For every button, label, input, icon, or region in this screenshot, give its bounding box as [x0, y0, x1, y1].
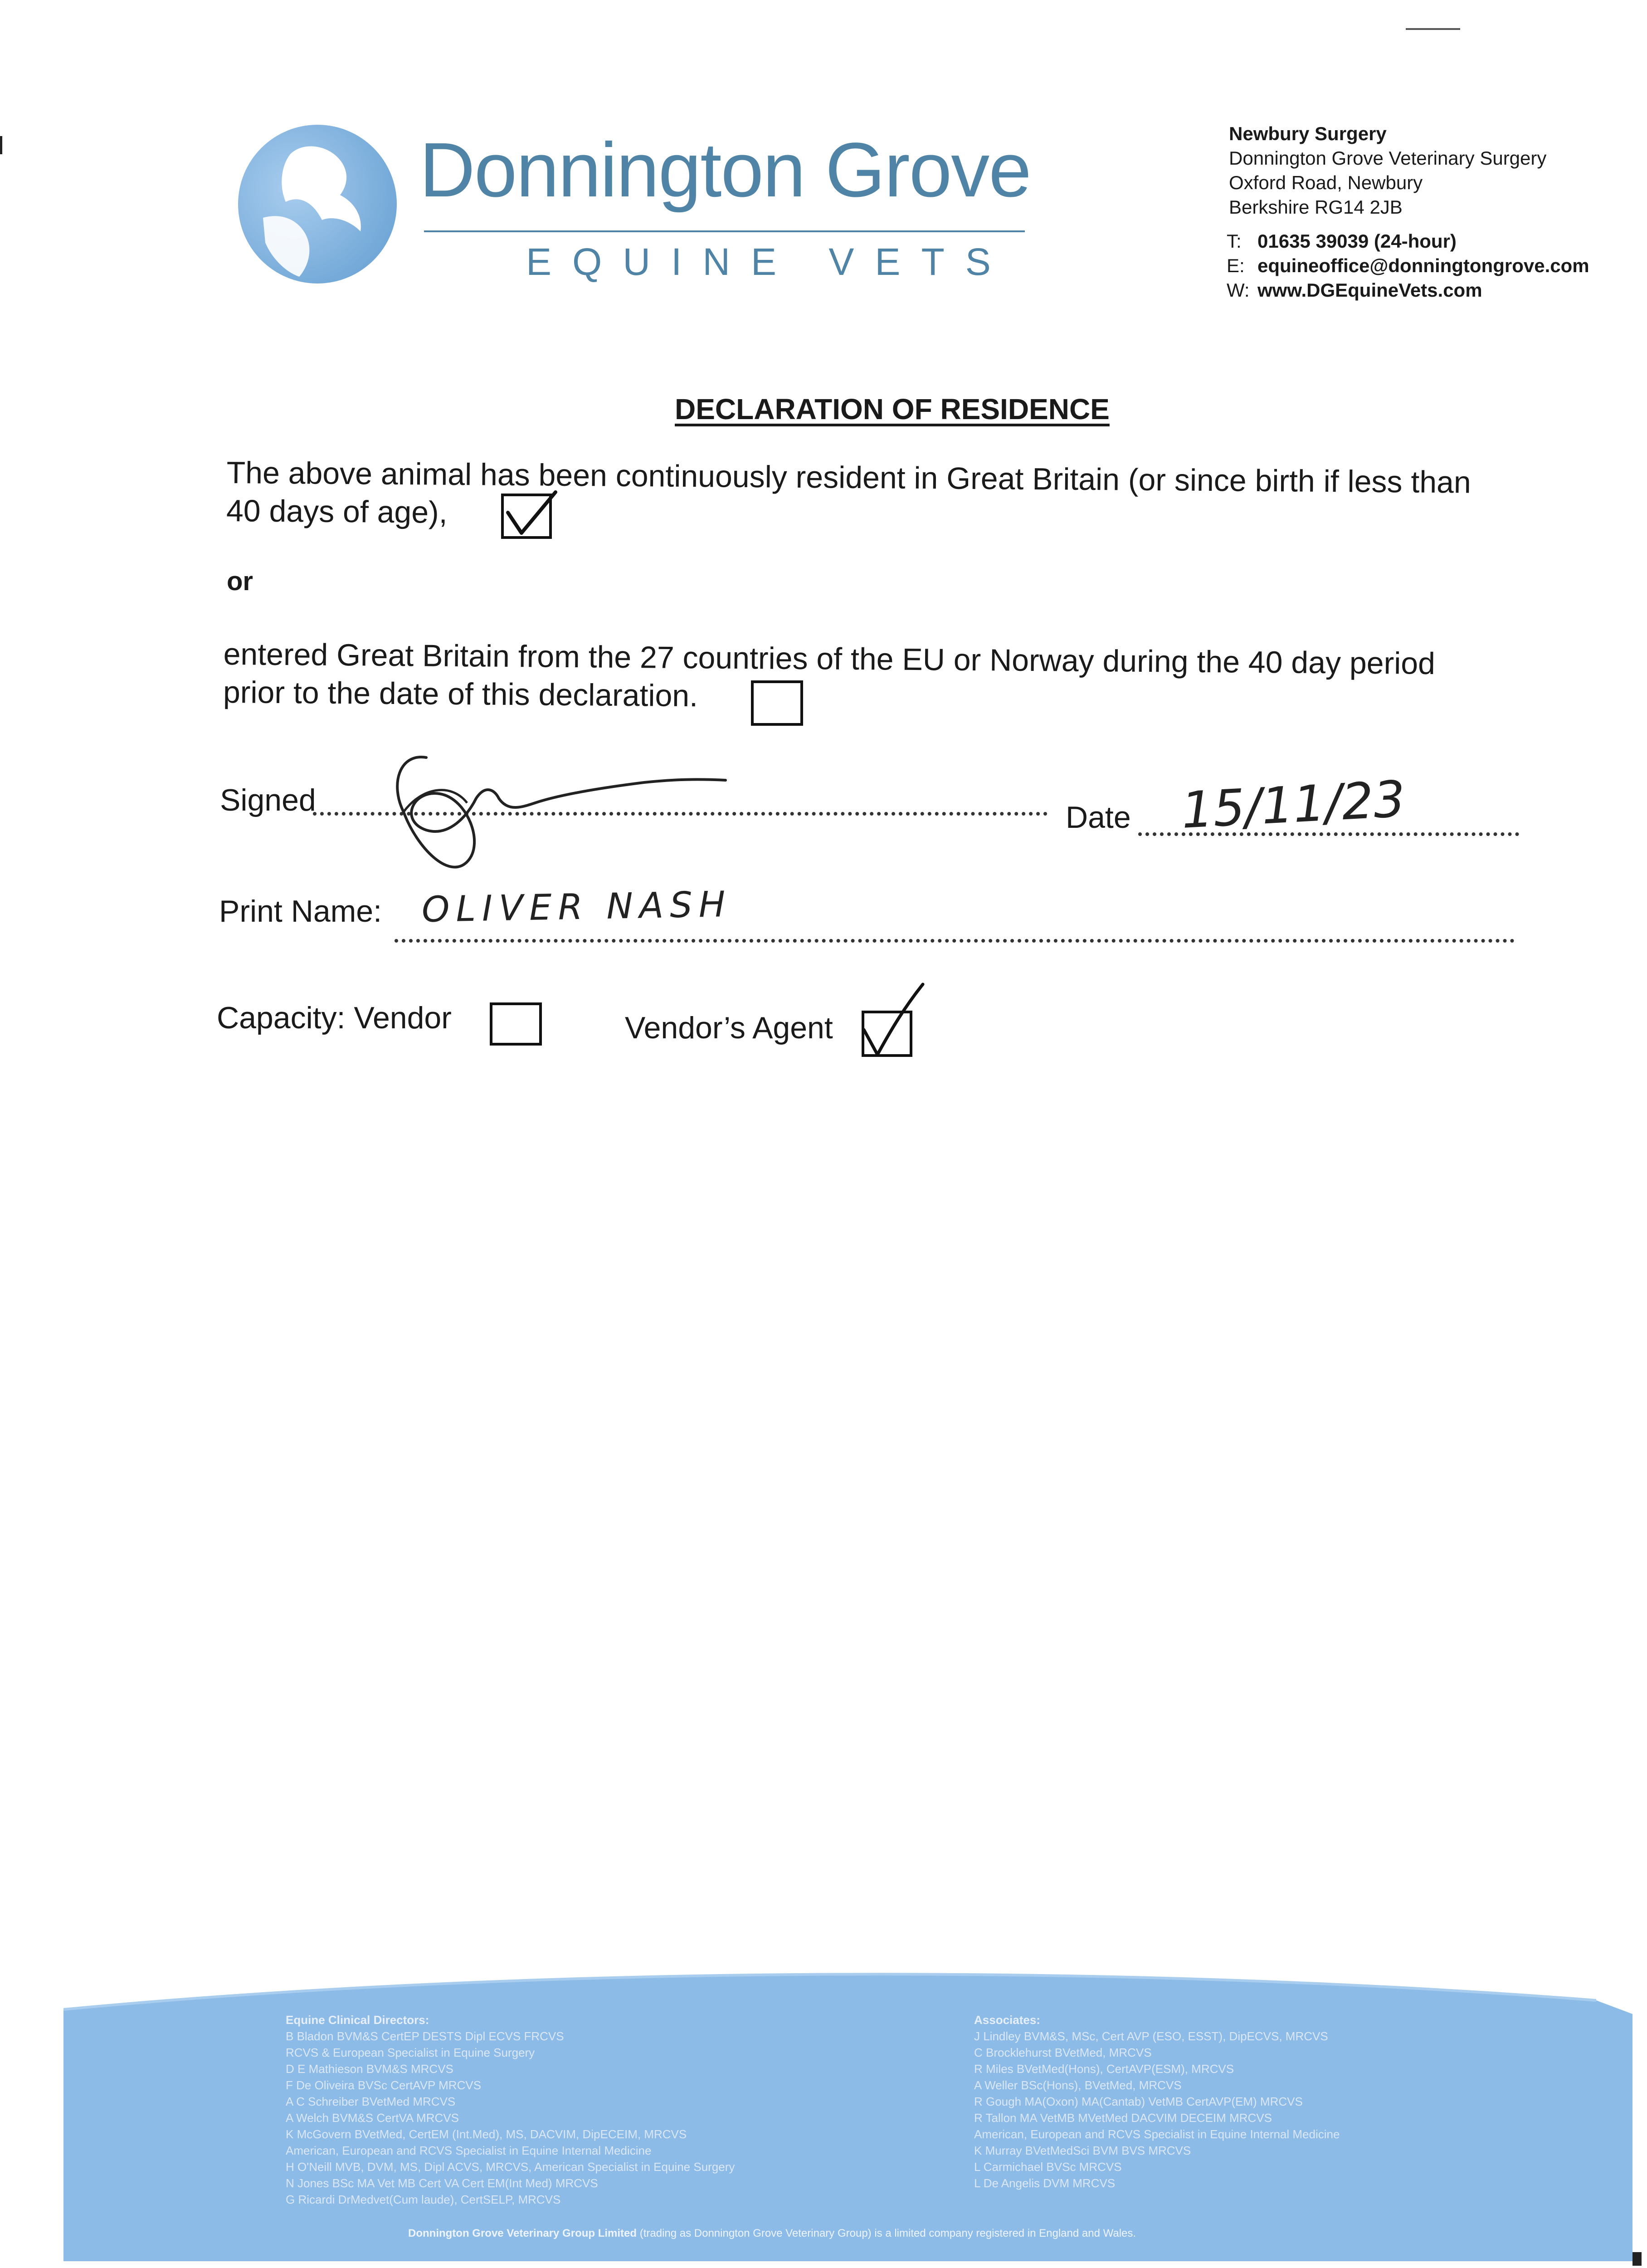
director-line: H O'Neill MVB, DVM, MS, Dipl ACVS, MRCVS, American Specialist in Equine Surgery — [286, 2160, 735, 2174]
director-line: B Bladon BVM&S CertEP DESTS Dipl ECVS FRCVS — [286, 2029, 564, 2043]
print-name-value: OLIVER NASH — [421, 884, 732, 930]
associate-line: L Carmichael BVSc MRCVS — [974, 2160, 1122, 2174]
surgery-name: Newbury Surgery — [1229, 123, 1387, 144]
director-line: N Jones BSc MA Vet MB Cert VA Cert EM(Int Med) MRCVS — [286, 2176, 598, 2190]
print-name-label: Print Name: — [219, 894, 382, 929]
associate-line: R Miles BVetMed(Hons), CertAVP(ESM), MRCVS — [974, 2062, 1234, 2076]
associate-line: American, European and RCVS Specialist in Equine Internal Medicine — [974, 2127, 1340, 2141]
option-1-line-2: 40 days of age), — [226, 493, 448, 530]
option-2-line-2: prior to the date of this declaration. — [223, 675, 698, 714]
brand-divider — [424, 230, 1025, 232]
associate-line: A Weller BSc(Hons), BVetMed, MRCVS — [974, 2078, 1182, 2092]
associate-line: J Lindley BVM&S, MSc, Cert AVP (ESO, ESST), DipECVS, MRCVS — [974, 2029, 1328, 2043]
director-line: RCVS & European Specialist in Equine Surgery — [286, 2046, 535, 2059]
clinical-directors — [286, 2012, 735, 2208]
vendors-agent-label: Vendor’s Agent — [625, 1011, 833, 1045]
option-2-checkbox[interactable] — [751, 680, 803, 726]
director-line: American, European and RCVS Specialist in Equine Internal Medicine — [286, 2144, 652, 2157]
email-label: E: — [1227, 255, 1245, 276]
website: www.DGEquineVets.com — [1257, 279, 1482, 301]
form-title: DECLARATION OF RESIDENCE — [675, 393, 1110, 425]
address-line-1: Donnington Grove Veterinary Surgery — [1229, 147, 1547, 169]
director-line: A Welch BVM&S CertVA MRCVS — [286, 2111, 459, 2125]
or-separator: or — [227, 567, 253, 596]
phone-label: T: — [1227, 230, 1242, 252]
associate-line: L De Angelis DVM MRCVS — [974, 2176, 1116, 2190]
option-1-tick-mark — [501, 488, 560, 540]
associate-line: R Gough MA(Oxon) MA(Cantab) VetMB CertAVP(EM) MRCVS — [974, 2095, 1303, 2108]
option-1-line-1: The above animal has been continuously resident in Great Britain (or since birth if less than — [226, 455, 1472, 500]
director-line: A C Schreiber BVetMed MRCVS — [286, 2095, 456, 2108]
associate-line: C Brocklehurst BVetMed, MRCVS — [974, 2046, 1152, 2059]
director-line: D E Mathieson BVM&S MRCVS — [286, 2062, 453, 2076]
contact-details — [1227, 229, 1589, 303]
address-line-3: Berkshire RG14 2JB — [1229, 196, 1403, 218]
surgery-address — [1229, 122, 1546, 220]
signed-label: Signed — [220, 783, 316, 817]
print-name-line — [395, 939, 1515, 943]
director-line: K McGovern BVetMed, CertEM (Int.Med), MS, DACVIM, DipECEIM, MRCVS — [286, 2127, 687, 2141]
associate-line: K Murray BVetMedSci BVM BVS MRCVS — [974, 2144, 1191, 2157]
phone-number: 01635 39039 (24-hour) — [1257, 230, 1457, 252]
director-line: G Ricardi DrMedvet(Cum laude), CertSELP, MRCVS — [286, 2193, 561, 2206]
web-label: W: — [1227, 279, 1250, 301]
associates — [974, 2012, 1340, 2191]
vendors-agent-tick-mark — [859, 980, 927, 1061]
capacity-vendor-label: Capacity: Vendor — [217, 1001, 452, 1035]
option-1-text — [226, 454, 1471, 540]
option-2-text — [223, 635, 1436, 721]
scan-artifact — [1632, 2252, 1642, 2266]
associates-heading: Associates: — [974, 2013, 1040, 2027]
date-value: 15/11/23 — [1179, 770, 1407, 840]
address-line-2: Oxford Road, Newbury — [1229, 172, 1423, 193]
company-registration — [408, 2227, 1136, 2240]
brand-subtitle: EQUINE VETS — [526, 240, 1012, 283]
company-note: (trading as Donnington Grove Veterinary Group) is a limited company registered in England and Wales. — [639, 2227, 1136, 2239]
option-2-line-1: entered Great Britain from the 27 countries of the EU or Norway during the 40 day period — [223, 636, 1436, 681]
scan-artifact — [1406, 28, 1460, 30]
vendor-checkbox[interactable] — [490, 1002, 542, 1046]
associate-line: R Tallon MA VetMB MVetMed DACVIM DECEIM MRCVS — [974, 2111, 1272, 2125]
director-line: F De Oliveira BVSc CertAVP MRCVS — [286, 2078, 482, 2092]
brand-name: Donnington Grove — [419, 127, 1031, 213]
date-label: Date — [1066, 800, 1131, 835]
scan-artifact — [0, 136, 2, 154]
logo-mark — [236, 122, 399, 286]
company-name: Donnington Grove Veterinary Group Limited — [408, 2227, 637, 2239]
email-address: equineoffice@donningtongrove.com — [1257, 255, 1589, 276]
directors-heading: Equine Clinical Directors: — [286, 2013, 429, 2027]
footer-band — [0, 1964, 1647, 2268]
